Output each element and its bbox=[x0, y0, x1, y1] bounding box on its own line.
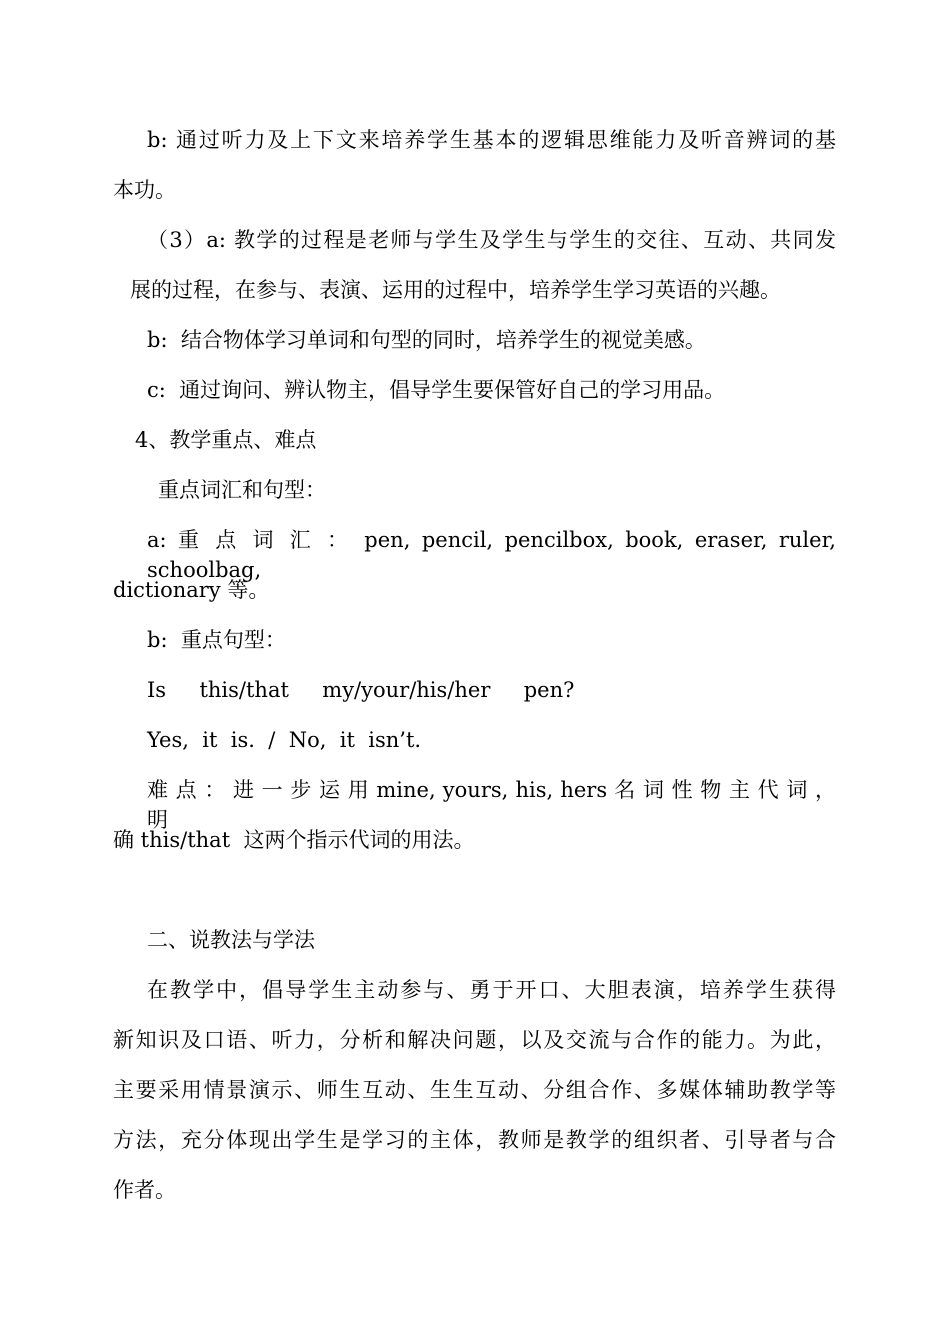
objective-b-line1: b: 通过听力及上下文来培养学生基本的逻辑思维能力及听音辨词的基 bbox=[147, 128, 836, 152]
methods-line1: 在教学中，倡导学生主动参与、勇于开口、大胆表演，培养学生获得 bbox=[147, 978, 836, 1002]
methods-line5: 作者。 bbox=[113, 1178, 176, 1202]
key-sentence-heading: b: 重点句型： bbox=[147, 628, 286, 652]
key-vocab-line1: a: 重 点 词 汇 ： pen, pencil, pencilbox, book, eraser, ruler, schoolbag, bbox=[147, 528, 836, 582]
difficulty-line2: 确 this/that 这两个指示代词的用法。 bbox=[113, 828, 475, 852]
objective-3b: b: 结合物体学习单词和句型的同时，培养学生的视觉美感。 bbox=[147, 328, 706, 352]
objective-3a-line2: 展的过程，在参与、表演、运用的过程中，培养学生学习英语的兴趣。 bbox=[130, 278, 781, 302]
section-heading-key-points: 4、教学重点、难点 bbox=[135, 428, 317, 452]
methods-line2: 新知识及口语、听力，分析和解决问题，以及交流与合作的能力。为此， bbox=[113, 1028, 836, 1052]
objective-3a-line1: （3）a: 教学的过程是老师与学生及学生与学生的交往、互动、共同发 bbox=[147, 228, 836, 252]
methods-line4: 方法，充分体现出学生是学习的主体，教师是教学的组织者、引导者与合 bbox=[113, 1128, 836, 1152]
key-sentence-1: Is this/that my/your/his/her pen? bbox=[147, 678, 575, 702]
section-heading-methods: 二、说教法与学法 bbox=[147, 928, 315, 952]
objective-3c: c: 通过询问、辨认物主，倡导学生要保管好自己的学习用品。 bbox=[147, 378, 726, 402]
difficulty-line1: 难 点 ： 进 一 步 运 用 mine, yours, his, hers 名 词 性 物 主 代 词 ， 明 bbox=[147, 778, 836, 832]
methods-line3: 主要采用情景演示、师生互动、生生互动、分组合作、多媒体辅助教学等 bbox=[113, 1078, 836, 1102]
key-vocab-heading: 重点词汇和句型： bbox=[158, 478, 326, 502]
objective-b-line2: 本功。 bbox=[113, 178, 176, 202]
key-vocab-line2: dictionary 等。 bbox=[113, 578, 270, 602]
key-sentence-2: Yes, it is. / No, it isn’t. bbox=[147, 728, 422, 752]
